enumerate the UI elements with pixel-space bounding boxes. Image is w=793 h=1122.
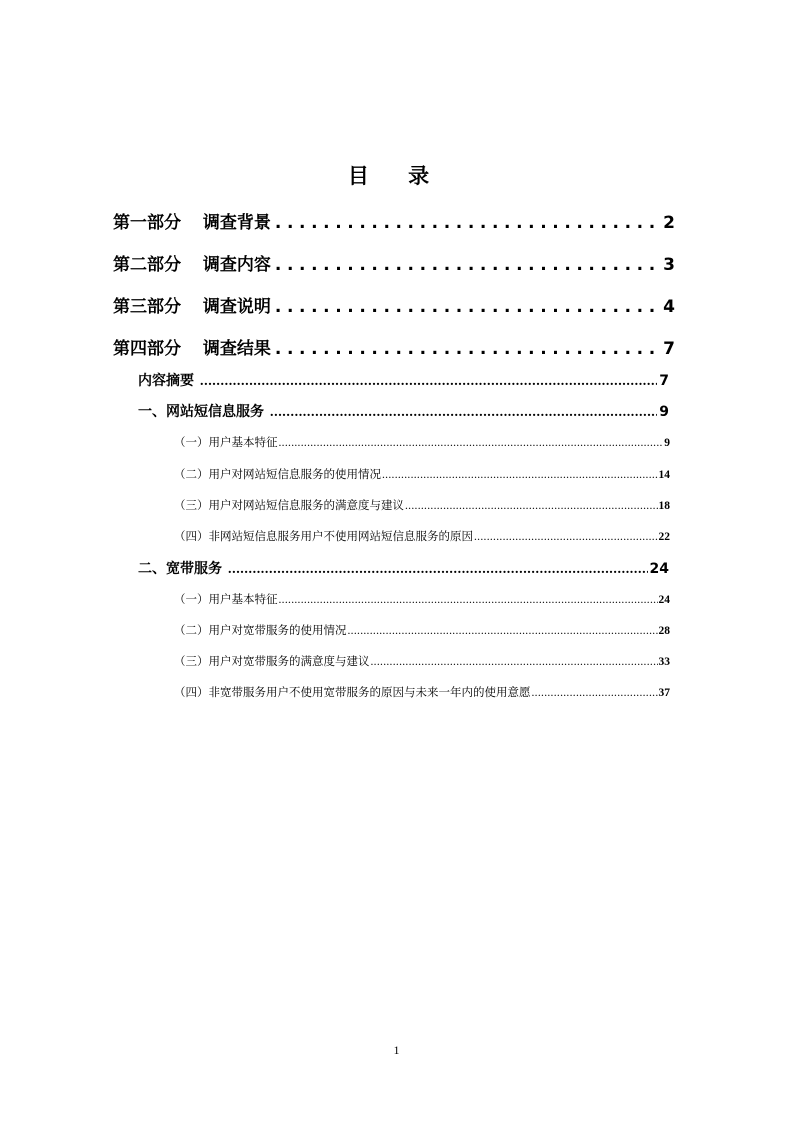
toc-entry-page: 24 [658, 594, 670, 606]
toc-title: 目 录 [347, 164, 446, 188]
toc-leader-dots [228, 562, 648, 578]
toc-leader-dots [405, 500, 658, 512]
toc-leader-dots [270, 405, 657, 421]
toc-entry-label: 第四部分 调查结果 [113, 339, 271, 359]
toc-entry-label: （四）非宽带服务用户不使用宽带服务的原因与未来一年内的使用意愿 [174, 685, 531, 699]
toc-entry-part-4[interactable] [113, 334, 675, 359]
toc-leader-dots [275, 297, 657, 317]
toc-leader-dots [279, 594, 658, 606]
toc-entry-sms-3[interactable] [174, 497, 670, 513]
toc-entry-section-sms[interactable] [138, 401, 669, 421]
toc-entry-summary[interactable] [138, 370, 669, 390]
toc-leader-dots [275, 339, 657, 359]
toc-entry-label: 第一部分 调查背景 [113, 213, 271, 233]
toc-entry-section-broadband[interactable] [138, 558, 669, 578]
toc-entry-page: 14 [658, 469, 670, 481]
toc-entry-page: 28 [658, 625, 670, 637]
toc-entry-page: 7 [663, 339, 675, 359]
toc-leader-dots [371, 656, 658, 668]
toc-entry-broadband-4[interactable] [174, 684, 670, 700]
toc-leader-dots [474, 531, 658, 543]
toc-leader-dots [279, 437, 664, 449]
toc-entry-page: 33 [658, 656, 670, 668]
toc-entry-page: 4 [663, 297, 675, 317]
toc-leader-dots [275, 213, 657, 233]
toc-entry-label: 一、网站短信息服务 [138, 404, 264, 420]
toc-entry-sms-2[interactable] [174, 466, 670, 482]
toc-entry-part-2[interactable] [113, 250, 675, 275]
toc-entry-page: 3 [663, 255, 675, 275]
toc-leader-dots [382, 469, 658, 481]
toc-entry-part-1[interactable] [113, 208, 675, 233]
toc-entry-label: （三）用户对宽带服务的满意度与建议 [174, 654, 370, 668]
toc-entry-label: 第二部分 调查内容 [113, 255, 271, 275]
toc-entry-label: （二）用户对宽带服务的使用情况 [174, 623, 347, 637]
toc-entry-label: 第三部分 调查说明 [113, 297, 271, 317]
toc-entry-page: 37 [658, 687, 670, 699]
toc-entry-label: （四）非网站短信息服务用户不使用网站短信息服务的原因 [174, 529, 473, 543]
toc-entry-label: （二）用户对网站短信息服务的使用情况 [174, 467, 381, 481]
toc-entry-sms-4[interactable] [174, 528, 670, 544]
toc-entry-page: 9 [664, 437, 670, 449]
toc-entry-page: 18 [658, 500, 670, 512]
toc-leader-dots [200, 374, 657, 390]
toc-entry-page: 7 [659, 373, 669, 389]
toc-entry-label: 内容摘要 [138, 373, 194, 389]
toc-entry-page: 24 [649, 561, 669, 577]
toc-leader-dots [275, 255, 657, 275]
page-number: 1 [393, 1043, 400, 1057]
toc-entry-broadband-3[interactable] [174, 653, 670, 669]
toc-leader-dots [348, 625, 658, 637]
toc-entry-label: （一）用户基本特征 [174, 592, 278, 606]
toc-entry-label: （三）用户对网站短信息服务的满意度与建议 [174, 498, 404, 512]
toc-entry-label: （一）用户基本特征 [174, 435, 278, 449]
toc-entry-page: 9 [659, 404, 669, 420]
toc-leader-dots [532, 687, 658, 699]
toc-entry-broadband-2[interactable] [174, 622, 670, 638]
toc-entry-sms-1[interactable] [174, 434, 670, 450]
toc-entry-broadband-1[interactable] [174, 591, 670, 607]
toc-entry-page: 22 [658, 531, 670, 543]
toc-entry-part-3[interactable] [113, 292, 675, 317]
toc-entry-label: 二、宽带服务 [138, 561, 222, 577]
toc-entry-page: 2 [663, 213, 675, 233]
